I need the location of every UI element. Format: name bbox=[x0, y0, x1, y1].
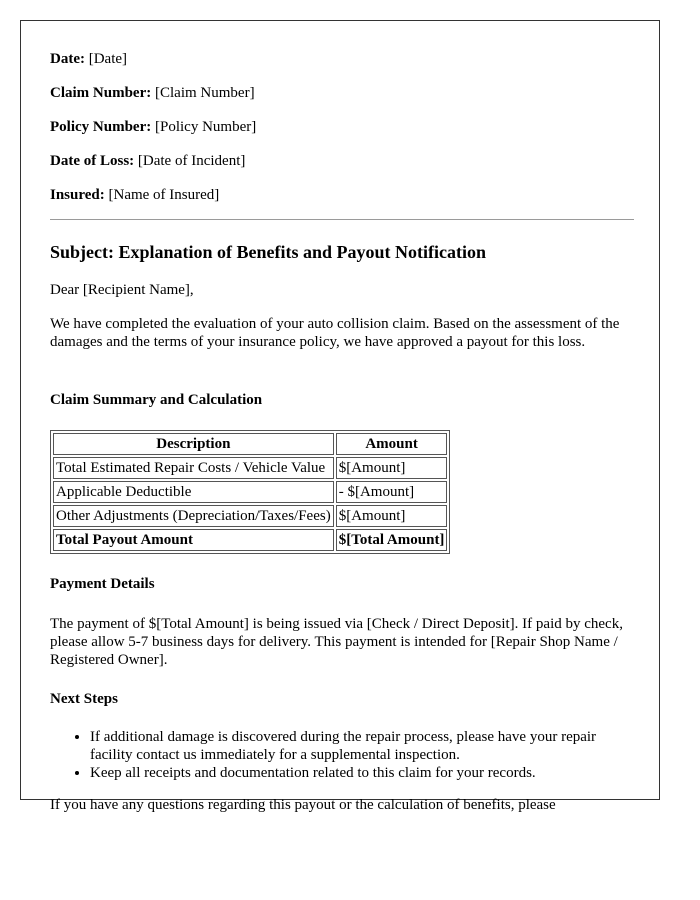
date-of-loss-field bbox=[50, 152, 245, 170]
claim-number-label: Claim Number: bbox=[50, 85, 152, 101]
insured-label: Insured: bbox=[50, 187, 105, 203]
date-label: Date: bbox=[50, 51, 85, 67]
row-description: Total Estimated Repair Costs / Vehicle Value bbox=[53, 457, 334, 479]
row-description: Other Adjustments (Depreciation/Taxes/Fees) bbox=[53, 505, 334, 527]
total-description: Total Payout Amount bbox=[53, 529, 334, 551]
row-amount: $[Amount] bbox=[336, 457, 448, 479]
column-header-description: Description bbox=[53, 433, 334, 455]
total-amount: $[Total Amount] bbox=[336, 529, 448, 551]
row-amount: - $[Amount] bbox=[336, 481, 448, 503]
claim-summary-heading: Claim Summary and Calculation bbox=[50, 392, 263, 408]
total-row bbox=[53, 529, 447, 551]
header-divider bbox=[50, 219, 634, 220]
subject-heading: Subject: Explanation of Benefits and Payout Notification bbox=[50, 242, 487, 262]
table-row bbox=[53, 481, 447, 503]
row-description: Applicable Deductible bbox=[53, 481, 334, 503]
claim-summary-table bbox=[50, 430, 450, 554]
claim-number-value: [Claim Number] bbox=[155, 85, 255, 101]
payment-details-heading: Payment Details bbox=[50, 576, 155, 592]
table-row bbox=[53, 505, 447, 527]
insured-field bbox=[50, 186, 219, 204]
insured-value: [Name of Insured] bbox=[108, 187, 220, 203]
column-header-amount: Amount bbox=[336, 433, 448, 455]
next-steps-heading: Next Steps bbox=[50, 691, 118, 707]
date-of-loss-label: Date of Loss: bbox=[50, 153, 135, 169]
table-row bbox=[53, 457, 447, 479]
policy-number-label: Policy Number: bbox=[50, 119, 152, 135]
date-value: [Date] bbox=[88, 51, 128, 67]
policy-number-value: [Policy Number] bbox=[154, 119, 257, 135]
claim-number-field bbox=[50, 84, 255, 102]
next-steps-list bbox=[50, 728, 640, 782]
list-item: • Keep all receipts and documentation related to this claim for your records. bbox=[90, 764, 640, 782]
payment-details-paragraph: The payment of $[Total Amount] is being issued via [Check / Direct Deposit]. If paid by check, please allow 5-7 business days for delivery. This payment is intended for [Repair Shop Name / Registered Owner]. bbox=[50, 616, 623, 668]
truncated-paragraph: If you have any questions regarding this payout or the calculation of benefits, please bbox=[50, 797, 556, 813]
row-amount: $[Amount] bbox=[336, 505, 448, 527]
intro-paragraph: We have completed the evaluation of your auto collision claim. Based on the assessment of the damages and the terms of your insurance policy, we have approved a payout for this loss. bbox=[50, 316, 620, 350]
greeting: Dear [Recipient Name], bbox=[50, 282, 194, 298]
letter-page bbox=[20, 20, 660, 813]
date-of-loss-value: [Date of Incident] bbox=[137, 153, 246, 169]
table-header-row bbox=[53, 433, 447, 455]
policy-number-field bbox=[50, 118, 256, 136]
date-field bbox=[50, 50, 127, 68]
list-item: • If additional damage is discovered during the repair process, please have your repair facility contact us immediately for a supplemental inspection. bbox=[90, 728, 640, 764]
